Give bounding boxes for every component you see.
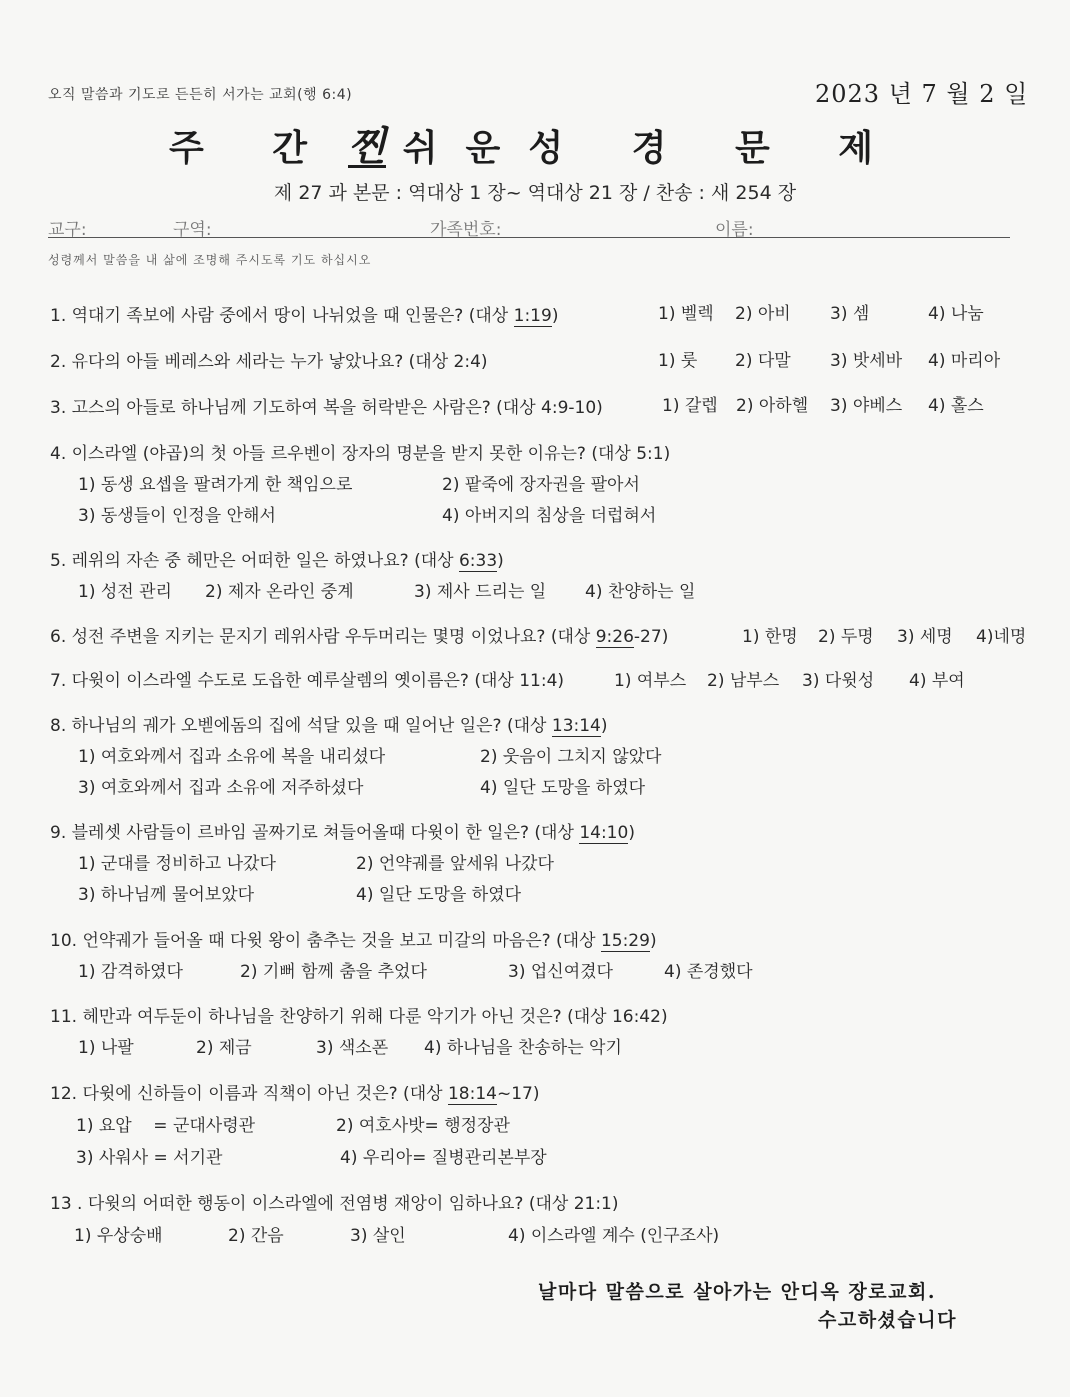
option-2: 2) 아비 (735, 304, 791, 324)
question-text: 8. 하나님의 궤가 오벧에돔의 집에 석달 있을 때 일어난 일은? (대상 (50, 716, 552, 736)
option-3: 3) 셈 (830, 304, 870, 324)
option-4: 4) 하나님을 찬송하는 악기 (424, 1038, 622, 1058)
option-1: 1) 벨렉 (658, 304, 714, 324)
title-part-weekly: 주 간 (168, 128, 336, 169)
option-3: 3) 세명 (897, 627, 953, 647)
option-3: 3) 색소폰 (316, 1038, 389, 1058)
question-1 (50, 301, 558, 326)
closing-church-message: 날마다 말씀으로 살아가는 안디옥 장로교회. (538, 1281, 936, 1303)
option-3: 3) 제사 드리는 일 (414, 582, 547, 602)
question-13: 13 . 다윗의 어떠한 행동이 이스라엘에 전염병 재앙이 임하나요? (대상 21:1) (50, 1194, 619, 1214)
option-4: 4) 마리아 (928, 351, 1001, 371)
bible-reference: 1:19 (513, 306, 552, 326)
option-4: 4)네명 (976, 627, 1027, 647)
bible-reference: 18:14 (447, 1084, 497, 1104)
worksheet-date: 2023 년 7 월 2 일 (815, 80, 1029, 108)
option-2: 2) 아하헬 (736, 396, 809, 416)
bible-reference: 14:10 (579, 823, 629, 843)
option-3: 3) 업신여겼다 (508, 962, 613, 982)
bible-reference: 15:29 (600, 931, 650, 951)
question-text-end: ~17) (496, 1084, 540, 1104)
question-text: 12. 다윗에 신하들이 이름과 직책이 아닌 것은? (대상 (50, 1084, 448, 1104)
option-4: 4) 일단 도망을 하였다 (480, 778, 646, 798)
option-3: 3) 밧세바 (830, 351, 903, 371)
bible-reference: 9:26 (595, 627, 634, 647)
question-3: 3. 고스의 아들로 하나님께 기도하여 복을 허락받은 사람은? (대상 4:9-10) (50, 398, 603, 418)
option-4: 4) 찬양하는 일 (585, 582, 696, 602)
question-text-end: ) (628, 823, 635, 843)
option-2: 2) 웃음이 그치지 않았다 (480, 747, 662, 767)
member-info-row (48, 215, 1010, 238)
option-4: 4) 나눔 (928, 304, 984, 324)
question-text: 6. 성전 주변을 지키는 문지기 레위사람 우두머리는 몇명 이었나요? (대상 (50, 627, 596, 647)
bible-reference: 13:14 (551, 716, 601, 736)
option-3: 3) 야베스 (830, 396, 903, 416)
option-1: 1) 성전 관리 (78, 582, 172, 602)
prayer-instruction: 성령께서 말씀을 내 삶에 조명해 주시도록 기도 하십시오 (48, 253, 372, 267)
zone-label: 구역: (173, 220, 212, 240)
option-3: 3) 동생들이 인정을 안해서 (78, 506, 276, 526)
option-3: 3) 살인 (350, 1226, 406, 1246)
page-title (0, 120, 1070, 171)
question-9 (50, 818, 635, 843)
question-text-end: -27) (633, 627, 669, 647)
question-text-end: ) (497, 551, 504, 571)
question-7: 7. 다윗이 이스라엘 수도로 도읍한 예루살렘의 옛이름은? (대상 11:4) (50, 671, 565, 691)
option-2: 2) 두명 (818, 627, 874, 647)
question-text-end: ) (649, 931, 657, 951)
option-1: 1) 나팔 (78, 1038, 134, 1058)
option-1: 1) 동생 요셉을 팔려가게 한 책임으로 (78, 475, 353, 495)
option-2: 2) 제금 (196, 1038, 252, 1058)
question-11: 11. 헤만과 여두둔이 하나님을 찬양하기 위해 다룬 악기가 아닌 것은? (대상 16:42) (50, 1007, 668, 1027)
title-part-jjin: 찐 (347, 123, 387, 170)
option-4: 4) 홀스 (928, 396, 984, 416)
question-4: 4. 이스라엘 (야곱)의 첫 아들 르우벤이 장자의 명분을 받지 못한 이유는? (대상 5:1) (50, 444, 671, 464)
church-motto: 오직 말씀과 기도로 든든히 서가는 교회(행 6:4) (48, 87, 353, 103)
question-5 (50, 546, 504, 571)
option-4: 4) 부여 (909, 671, 965, 691)
question-12 (50, 1079, 539, 1104)
option-1: 1) 감격하였다 (78, 962, 183, 982)
question-10 (50, 926, 657, 951)
option-3: 3) 사워사 = 서기관 (76, 1148, 223, 1168)
name-label: 이름: (715, 220, 754, 240)
question-8 (50, 711, 608, 736)
question-6 (50, 622, 668, 647)
option-2: 2) 다말 (735, 351, 791, 371)
question-text: 1. 역대기 족보에 사람 중에서 땅이 나뉘었을 때 인물은? (대상 (50, 306, 514, 326)
option-1: 1) 우상숭배 (74, 1226, 163, 1246)
option-1: 1) 룻 (658, 351, 698, 371)
option-4: 4) 아버지의 침상을 더럽혀서 (442, 506, 657, 526)
district-label: 교구: (48, 220, 87, 240)
question-text: 9. 블레셋 사람들이 르바임 골짜기로 쳐들어올때 다윗이 한 일은? (대상 (50, 823, 580, 843)
option-1: 1) 요압 = 군대사령관 (76, 1116, 256, 1136)
option-2: 2) 남부스 (707, 671, 780, 691)
option-4: 4) 존경했다 (664, 962, 753, 982)
title-part-bible-quiz: 쉬운성 경 문 제 (402, 128, 902, 169)
option-1: 1) 군대를 정비하고 나갔다 (78, 854, 276, 874)
option-1: 1) 갈렙 (662, 396, 718, 416)
option-1: 1) 여부스 (614, 671, 687, 691)
option-2: 2) 언약궤를 앞세워 나갔다 (356, 854, 554, 874)
bible-reference: 6:33 (458, 551, 498, 571)
option-4: 4) 우리아= 질병관리본부장 (340, 1148, 547, 1168)
option-2: 2) 기뻐 함께 춤을 추었다 (240, 962, 427, 982)
option-3: 3) 여호와께서 집과 소유에 저주하셨다 (78, 778, 364, 798)
question-text: 5. 레위의 자손 중 헤만은 어떠한 일은 하였나요? (대상 (50, 551, 459, 571)
option-2: 2) 팥죽에 장자권을 팔아서 (442, 475, 640, 495)
question-2: 2. 유다의 아들 베레스와 세라는 누가 낳았나요? (대상 2:4) (50, 352, 488, 372)
question-text-end: ) (551, 306, 559, 326)
option-3: 3) 다윗성 (802, 671, 875, 691)
option-1: 1) 여호와께서 집과 소유에 복을 내리셨다 (78, 747, 386, 767)
option-3: 3) 하나님께 물어보았다 (78, 885, 255, 905)
option-1: 1) 한명 (742, 627, 798, 647)
option-4: 4) 일단 도망을 하였다 (356, 885, 522, 905)
option-2: 2) 여호사밧= 행정장관 (336, 1116, 510, 1136)
closing-thanks: 수고하셨습니다 (818, 1309, 957, 1331)
option-4: 4) 이스라엘 계수 (인구조사) (508, 1226, 720, 1246)
question-text: 10. 언약궤가 들어올 때 다윗 왕이 춤추는 것을 보고 미갈의 마음은? (대상 (50, 931, 601, 951)
option-2: 2) 간음 (228, 1226, 284, 1246)
question-text-end: ) (600, 716, 608, 736)
lesson-subtitle: 제 27 과 본문 : 역대상 1 장~ 역대상 21 장 / 찬송 : 새 254 장 (273, 182, 797, 204)
family-number-label: 가족번호: (430, 220, 502, 240)
option-2: 2) 제자 온라인 중계 (205, 582, 354, 602)
